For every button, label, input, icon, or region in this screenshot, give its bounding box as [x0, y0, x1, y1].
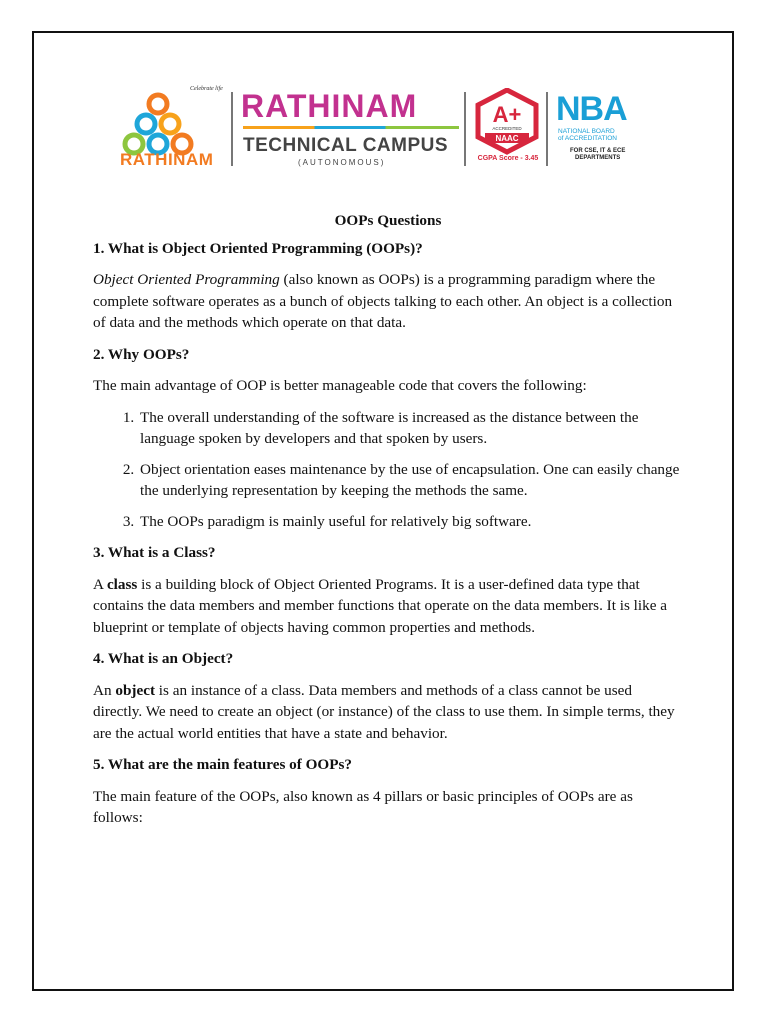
- bold-term: object: [115, 681, 155, 699]
- answer-text: is an instance of a class. Data members and methods of a class cannot be used directly. We need to create an object (or instance) of the class to use them. In simple terms, they are the actual world entities that have a state and behavior.: [93, 681, 675, 742]
- answer-text: (also known as OOPs) is a programming paradigm where the complete software operates as a bunch of objects talking to each other. An object is a collection of data and the methods which operate on that data.: [93, 271, 673, 331]
- list-item: 3. The OOPs paradigm is mainly useful for relatively big software.: [138, 511, 683, 533]
- numbered-list: [93, 407, 683, 533]
- divider: [546, 92, 548, 166]
- answer-paragraph: The main advantage of OOP is better manageable code that covers the following:: [93, 377, 587, 394]
- logo-tagline: Celebrate life: [190, 86, 223, 92]
- campus-autonomous: (AUTONOMOUS): [298, 158, 386, 167]
- divider: [231, 92, 233, 166]
- answer-text: is a building block of Object Oriented Programs. It is a user-defined data type that contains the data members and member functions that operate on the data members. It is like a blueprint or template of objects having common properties and methods.: [93, 575, 667, 636]
- campus-subtitle: TECHNICAL CAMPUS: [243, 135, 449, 156]
- divider: [464, 92, 466, 166]
- naac-label: NAAC: [495, 134, 519, 143]
- nba-departments: [570, 148, 625, 161]
- question-heading: 5. What are the main features of OOPs?: [93, 756, 353, 773]
- letterhead: [0, 0, 768, 190]
- answer-paragraph: [93, 269, 683, 334]
- campus-title: RATHINAM: [241, 88, 418, 124]
- italic-term: Object Oriented Programming: [93, 271, 280, 288]
- nba-logo: NBA: [556, 90, 627, 128]
- campus-color-bar: [243, 126, 459, 129]
- nba-dept-line-1: FOR CSE, IT & ECE: [570, 148, 626, 154]
- naac-accredited: ACCREDITED: [492, 126, 522, 131]
- nba-line-2: of ACCREDITATION: [558, 135, 617, 142]
- question-heading: 3. What is a Class?: [93, 544, 216, 561]
- document-title: OOPs Questions: [334, 212, 442, 229]
- list-item: 1. The overall understanding of the software is increased as the distance between the language spoken by developers and that spoken by users.: [138, 407, 683, 450]
- naac-grade: A+: [492, 102, 522, 127]
- nba-line-1: NATIONAL BOARD: [558, 128, 615, 135]
- answer-paragraph: The main feature of the OOPs, also known as 4 pillars or basic principles of OOPs are as follows:: [93, 787, 633, 826]
- question-heading: 4. What is an Object?: [93, 650, 234, 667]
- logo-wordmark: RATHINAM: [120, 150, 214, 169]
- naac-score: CGPA Score - 3.45: [477, 155, 539, 162]
- answer-paragraph: [93, 574, 683, 639]
- list-item: 2. Object orientation eases maintenance by the use of encapsulation. One can easily change the underlying representation by keeping the methods the same.: [138, 459, 683, 502]
- question-heading: 1. What is Object Oriented Programming (OOPs)?: [93, 239, 423, 257]
- nba-dept-line-2: DEPARTMENTS: [575, 154, 621, 161]
- answer-paragraph: [93, 680, 683, 745]
- document-body: [93, 210, 683, 839]
- question-heading: 2. Why OOPs?: [93, 345, 190, 363]
- answer-text: A: [93, 575, 107, 593]
- answer-text: An: [93, 681, 116, 699]
- bold-term: class: [106, 575, 138, 593]
